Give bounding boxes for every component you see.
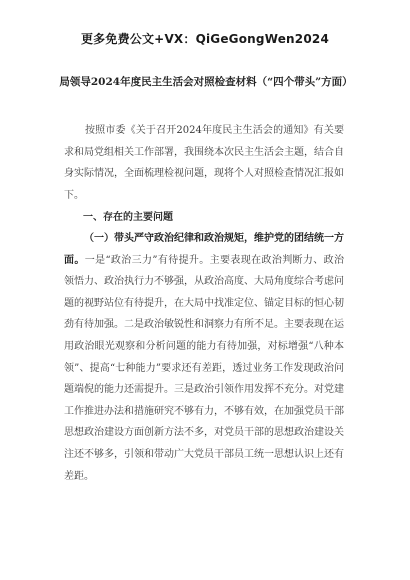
subsection-lead-heading: （一）带头严守政治纪律和政治规矩，维护党的团结统一方面。 (64, 233, 344, 266)
document-title: 局领导2024年度民主生活会对照检查材料（“四个带头”方面） (59, 76, 353, 88)
subsection-body-text: 一是“政治三力”有待提升。主要表现在政治判断力、政治领悟力、政治执行力不够强，从政治高度、大局角度综合考虑问题的视野站位有待提升，在大局中找准定位、锚定目标的恒心韧劲有待加强。二是政治敏锐性和洞察力有所不足。主要表现在运用政治眼光观察和分析问题的能力有待加强，对标增强“八种本领”、提高“七种能力”要求还有差距，透过业务工作发现政治问题端倪的能力还需提升。三是政治引领作用发挥不充分。对党建工作推进办法和措施研究不够有力，不够有效，在加强党员干部思想政治建设方面创新方法不多，对党员干部的思想政治建设关注还不够多，引领和带动广大党员干部员工统一思想认识上还有差距。 (64, 254, 345, 482)
header-watermark-text: 更多免费公文+VX：QiGeGongWen2024 (80, 32, 329, 46)
section-heading-problems: 一、存在的主要问题 (83, 212, 173, 223)
intro-paragraph: 按照市委《关于召开2024年度民主生活会的通知》有关要求和局党组相关工作部署，我围绕本次民主生活会主题，结合自身实际情况，全面梳理检视问题，现将个人对照检查情况汇报如下。 (64, 125, 344, 201)
section-paragraph-political-discipline (64, 228, 344, 487)
